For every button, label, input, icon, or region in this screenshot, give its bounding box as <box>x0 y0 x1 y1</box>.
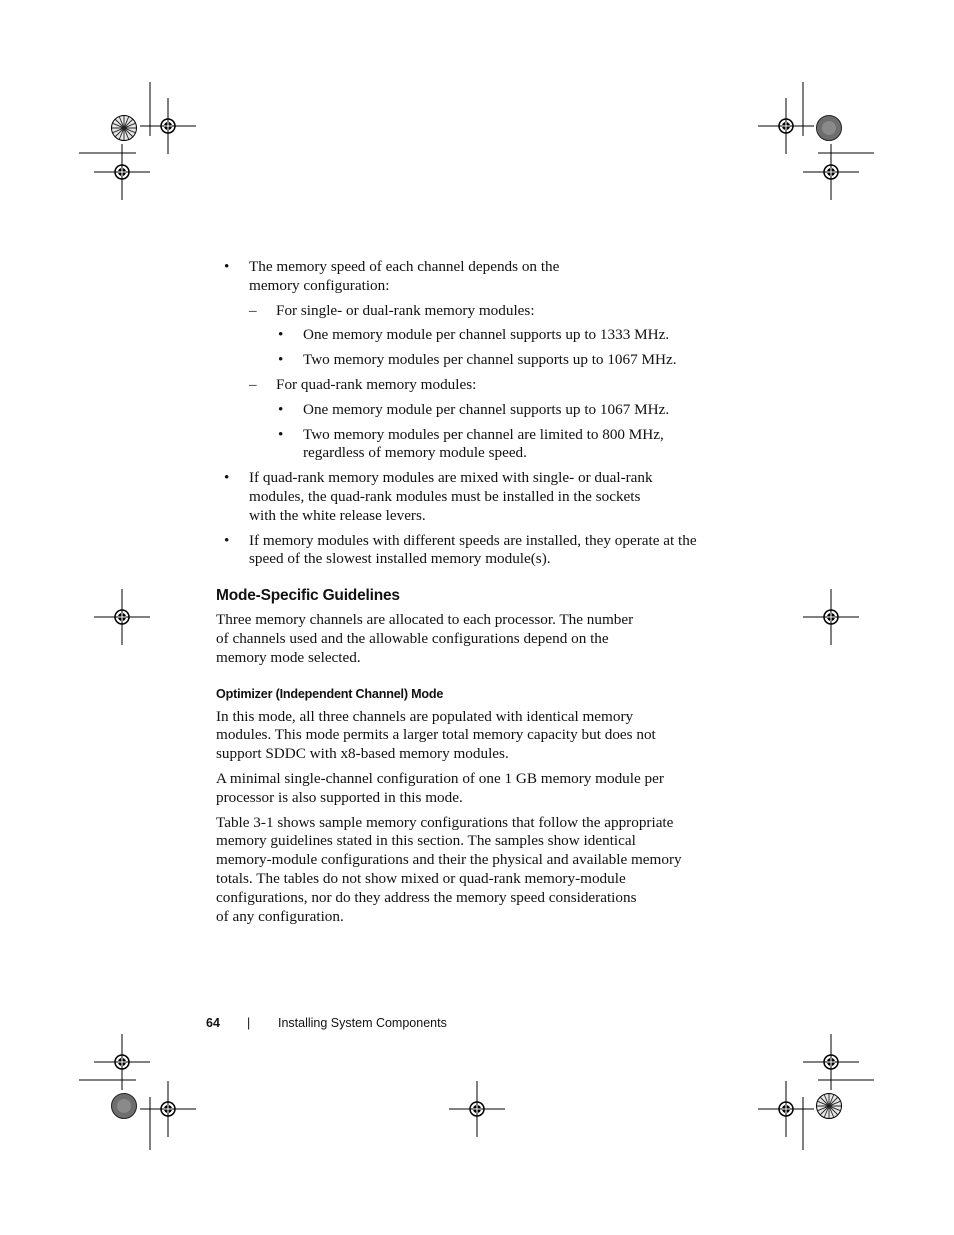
page-content <box>216 258 716 926</box>
bullet-text-line: speed of the slowest installed memory module(s). <box>249 550 551 568</box>
section-heading: Mode-Specific Guidelines <box>216 587 400 605</box>
paragraph-line: A minimal single-channel configuration of one 1 GB memory module per <box>216 769 664 787</box>
bullet-text: Two memory modules per channel supports up to 1067 MHz. <box>303 351 677 369</box>
bullet-text-line: regardless of memory module speed. <box>303 444 527 462</box>
bullet-text-line: If quad-rank memory modules are mixed with single- or dual-rank <box>249 469 653 487</box>
bullet-text-line: The memory speed of each channel depends on the <box>249 258 560 275</box>
bullet-text: One memory module per channel supports up to 1067 MHz. <box>303 400 670 418</box>
dash-item-single-dual <box>216 302 716 321</box>
sub-bullet-single-one <box>216 326 716 345</box>
dash-marker: – <box>249 301 257 319</box>
section-intro-paragraph <box>216 611 716 667</box>
paragraph-line: configurations, nor do they address the memory speed considerations <box>216 888 637 906</box>
paragraph-line: of channels used and the allowable configurations depend on the <box>216 629 609 647</box>
paragraph-line: Three memory channels are allocated to each processor. The number <box>216 611 634 629</box>
subsection-heading: Optimizer (Independent Channel) Mode <box>216 686 444 701</box>
bullet-marker: • <box>278 400 284 418</box>
bullet-text-line: Two memory modules per channel are limited to 800 MHz, <box>303 425 664 443</box>
paragraph-line: memory guidelines stated in this section. The samples show identical <box>216 832 636 850</box>
bullet-text-line: If memory modules with different speeds are installed, they operate at the <box>249 531 697 549</box>
bullet-text-line: memory configuration: <box>249 276 390 294</box>
paragraph-line: memory-module configurations and their the physical and available memory <box>216 851 682 869</box>
bullet-marker: • <box>224 258 230 275</box>
sub-bullet-single-two <box>216 351 716 370</box>
footer-section-title: Installing System Components <box>278 1016 447 1030</box>
dash-text: For single- or dual-rank memory modules: <box>276 301 535 319</box>
paragraph-line: In this mode, all three channels are populated with identical memory <box>216 707 634 725</box>
bullet-mixed-quad-rank <box>216 469 716 525</box>
bullet-text-line: modules, the quad-rank modules must be installed in the sockets <box>249 487 641 505</box>
sub-bullet-quad-two <box>216 426 716 464</box>
optimizer-paragraph-1 <box>216 708 716 764</box>
bullet-marker: • <box>224 469 230 487</box>
page-number: 64 <box>206 1016 220 1030</box>
optimizer-paragraph-2 <box>216 770 716 808</box>
footer-separator: | <box>247 1016 251 1030</box>
bullet-text-line: with the white release levers. <box>249 506 426 524</box>
paragraph-line: totals. The tables do not show mixed or quad-rank memory-module <box>216 869 626 887</box>
paragraph-line: support SDDC with x8-based memory modules. <box>216 745 509 763</box>
bullet-text: One memory module per channel supports up to 1333 MHz. <box>303 326 670 344</box>
paragraph-line: processor is also supported in this mode. <box>216 788 463 806</box>
bullet-memory-speed <box>216 258 716 296</box>
bullet-marker: • <box>278 326 284 344</box>
bullet-marker: • <box>278 351 284 369</box>
dash-item-quad <box>216 376 716 395</box>
paragraph-line: memory mode selected. <box>216 648 361 666</box>
bullet-marker: • <box>278 425 284 443</box>
dash-text: For quad-rank memory modules: <box>276 375 477 393</box>
bullet-marker: • <box>224 531 230 549</box>
paragraph-line: modules. This mode permits a larger total memory capacity but does not <box>216 726 656 744</box>
dash-marker: – <box>249 375 257 393</box>
optimizer-paragraph-3 <box>216 814 716 927</box>
paragraph-line: of any configuration. <box>216 907 344 925</box>
sub-bullet-quad-one <box>216 401 716 420</box>
paragraph-line: Table 3-1 shows sample memory configurations that follow the appropriate <box>216 813 674 831</box>
bullet-different-speeds <box>216 532 716 570</box>
